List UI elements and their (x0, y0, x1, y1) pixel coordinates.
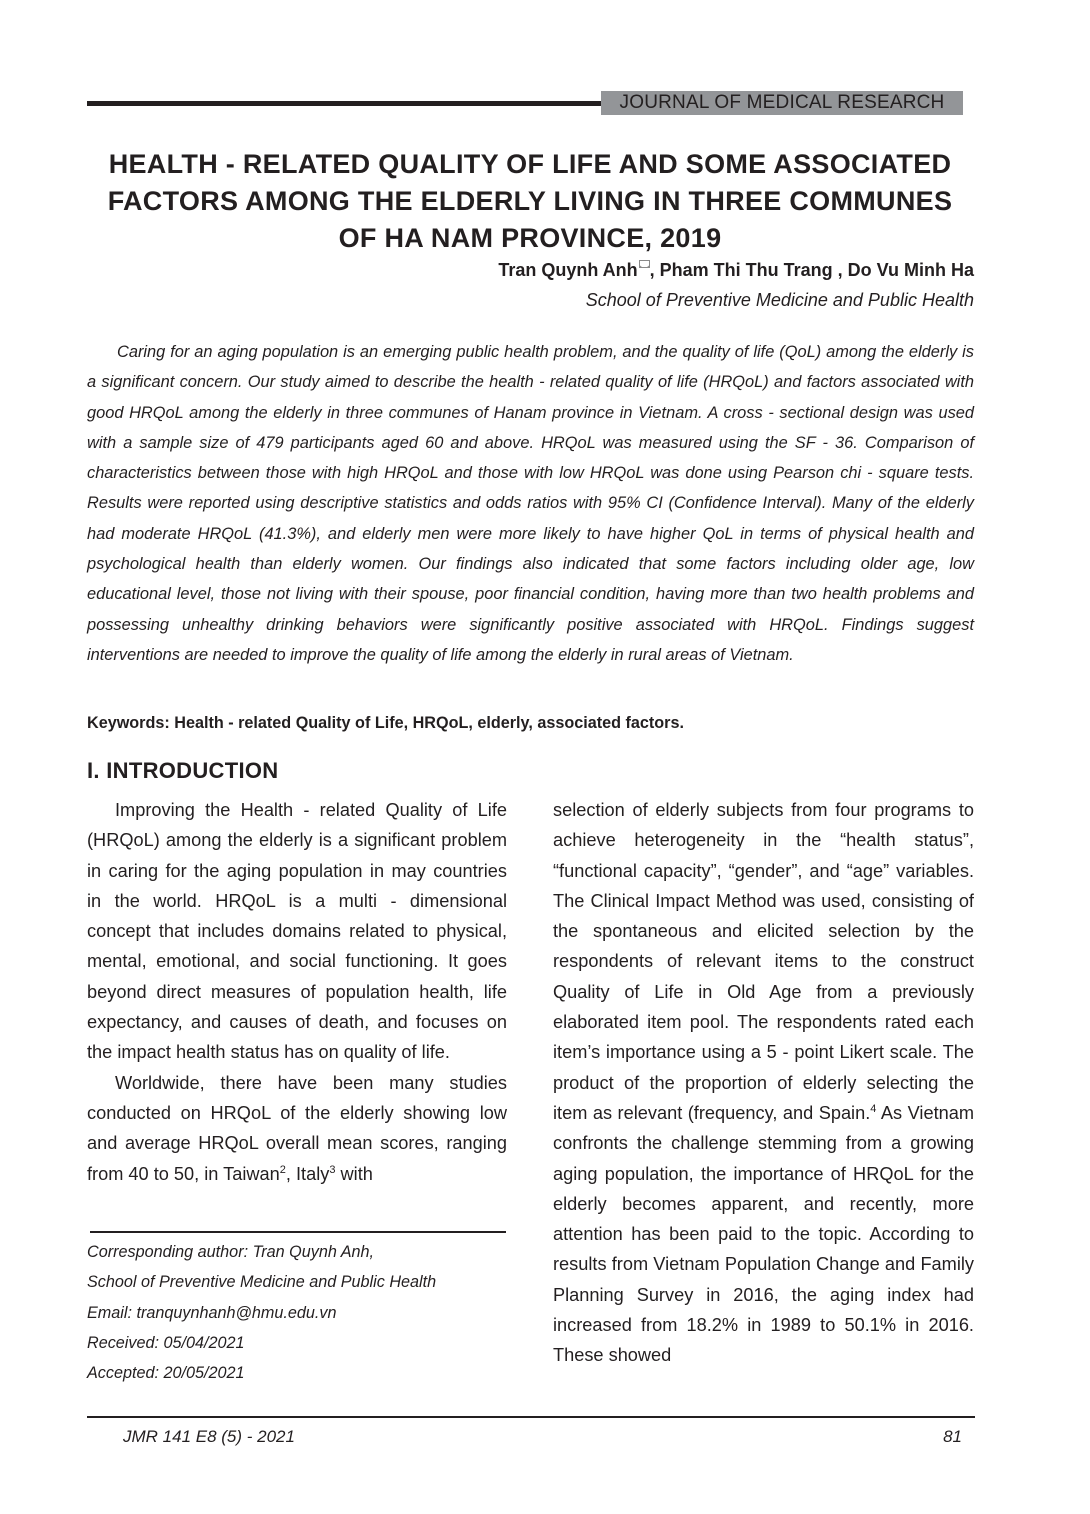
author-email: Email: tranquynhanh@hmu.edu.vn (87, 1303, 337, 1322)
paragraph-text: selection of elderly subjects from four programs to achieve heterogeneity in the “health status”, “functional capacity”, “gender”, and “age” variables. The Clinical Impact Method was used, consisting of the spontaneous and elicited selection by the respondents of relevant items to the construct Quality of Life in Old Age from a previously elaborated item pool. The respondents rated each item’s importance using a 5 - point Likert scale. The product of the proportion of elderly selecting the item as relevant (frequency, and Spain. (553, 800, 974, 1123)
left-column (87, 795, 507, 1189)
paragraph-text: Worldwide, there have been many studies conducted on HRQoL of the elderly showing low and average HRQoL overall mean scores, ranging from 40 to 50, in Taiwan (87, 1072, 507, 1184)
header-rule (87, 101, 607, 106)
footnote-institution: School of Preventive Medicine and Public Health (87, 1273, 437, 1292)
abstract: Caring for an aging population is an emerging public health problem, and the quality of life (QoL) among the elderly is a significant concern. Our study aimed to describe the health - related quality of life (HRQoL) and factors associated with good HRQoL among the elderly in three communes of Hanam province in Vietnam. A cross - sectional design was used with a sample size of 479 participants aged 60 and above. HRQoL was measured using the SF - 36. Comparison of characteristics between those with high HRQoL and those with low HRQoL was done using Pearson chi - square tests. Results were reported using descriptive statistics and odds ratios with 95% CI (Confidence Interval). Many of the elderly had moderate HRQoL (41.3%), and elderly men were more likely to have higher QoL in terms of physical health and psychological health than elderly women. Our findings also indicated that some factors including older age, low educational level, those not living with their spouse, poor financial condition, having more than two health problems and possessing unhealthy drinking behaviors were significantly positive associated with HRQoL. Findings suggest interventions are needed to improve the quality of life among the elderly in rural areas of Vietnam. (87, 343, 974, 664)
section-heading-introduction: I. INTRODUCTION (87, 758, 279, 783)
intro-paragraph-2 (87, 1068, 507, 1189)
footer-rule (87, 1416, 975, 1418)
right-column (553, 795, 974, 1371)
intro-paragraph-1: Improving the Health - related Quality of Life (HRQoL) among the elderly is a significant problem in caring for the aging population in may countries in the world. HRQoL is a multi - dimensional concept that includes domains related to physical, mental, emotional, and social functioning. It goes beyond direct measures of population health, life expectancy, and causes of death, and focuses on the impact health status has on quality of life. (87, 800, 507, 1063)
journal-name: JOURNAL OF MEDICAL RESEARCH (601, 91, 963, 115)
author-affiliation: School of Preventive Medicine and Public Health (585, 290, 974, 310)
journal-citation: JMR 141 E8 (5) - 2021 (123, 1427, 295, 1446)
footnote-rule (90, 1231, 506, 1233)
envelope-icon (639, 260, 650, 268)
corresponding-author-name: Tran Quynh Anh (498, 260, 638, 280)
article-title: HEALTH - RELATED QUALITY OF LIFE AND SOME ASSOCIATED FACTORS AMONG THE ELDERLY LIVING IN THREE COMMUNES OF HA NAM PROVINCE, 2019 (107, 149, 953, 253)
accepted-date: Accepted: 20/05/2021 (87, 1364, 245, 1383)
page-number: 81 (943, 1427, 962, 1446)
correspondence-footnote (87, 1237, 507, 1388)
intro-paragraph-continued (553, 795, 974, 1371)
citation-superscript: 3 (329, 1163, 336, 1176)
paragraph-text: with (335, 1163, 373, 1184)
paragraph-text: As Vietnam confronts the challenge stemming from a growing aging population, the importance of HRQoL for the elderly becomes apparent, and recently, more attention has been paid to the topic. According to results from Vietnam Population Change and Family Planning Survey in 2016, the aging index had increased from 18.2% in 1989 to 50.1% in 2016. These showed (553, 1102, 974, 1366)
co-authors: , Pham Thi Thu Trang , Do Vu Minh Ha (649, 260, 974, 280)
citation-superscript: 4 (870, 1102, 877, 1115)
paragraph-text: , Italy (285, 1163, 330, 1184)
citation-superscript: 2 (279, 1163, 286, 1176)
keywords: Keywords: Health - related Quality of Life, HRQoL, elderly, associated factors. (87, 714, 684, 732)
received-date: Received: 05/04/2021 (87, 1333, 245, 1352)
author-list (498, 258, 974, 282)
corresponding-author: Corresponding author: Tran Quynh Anh, (87, 1243, 375, 1261)
